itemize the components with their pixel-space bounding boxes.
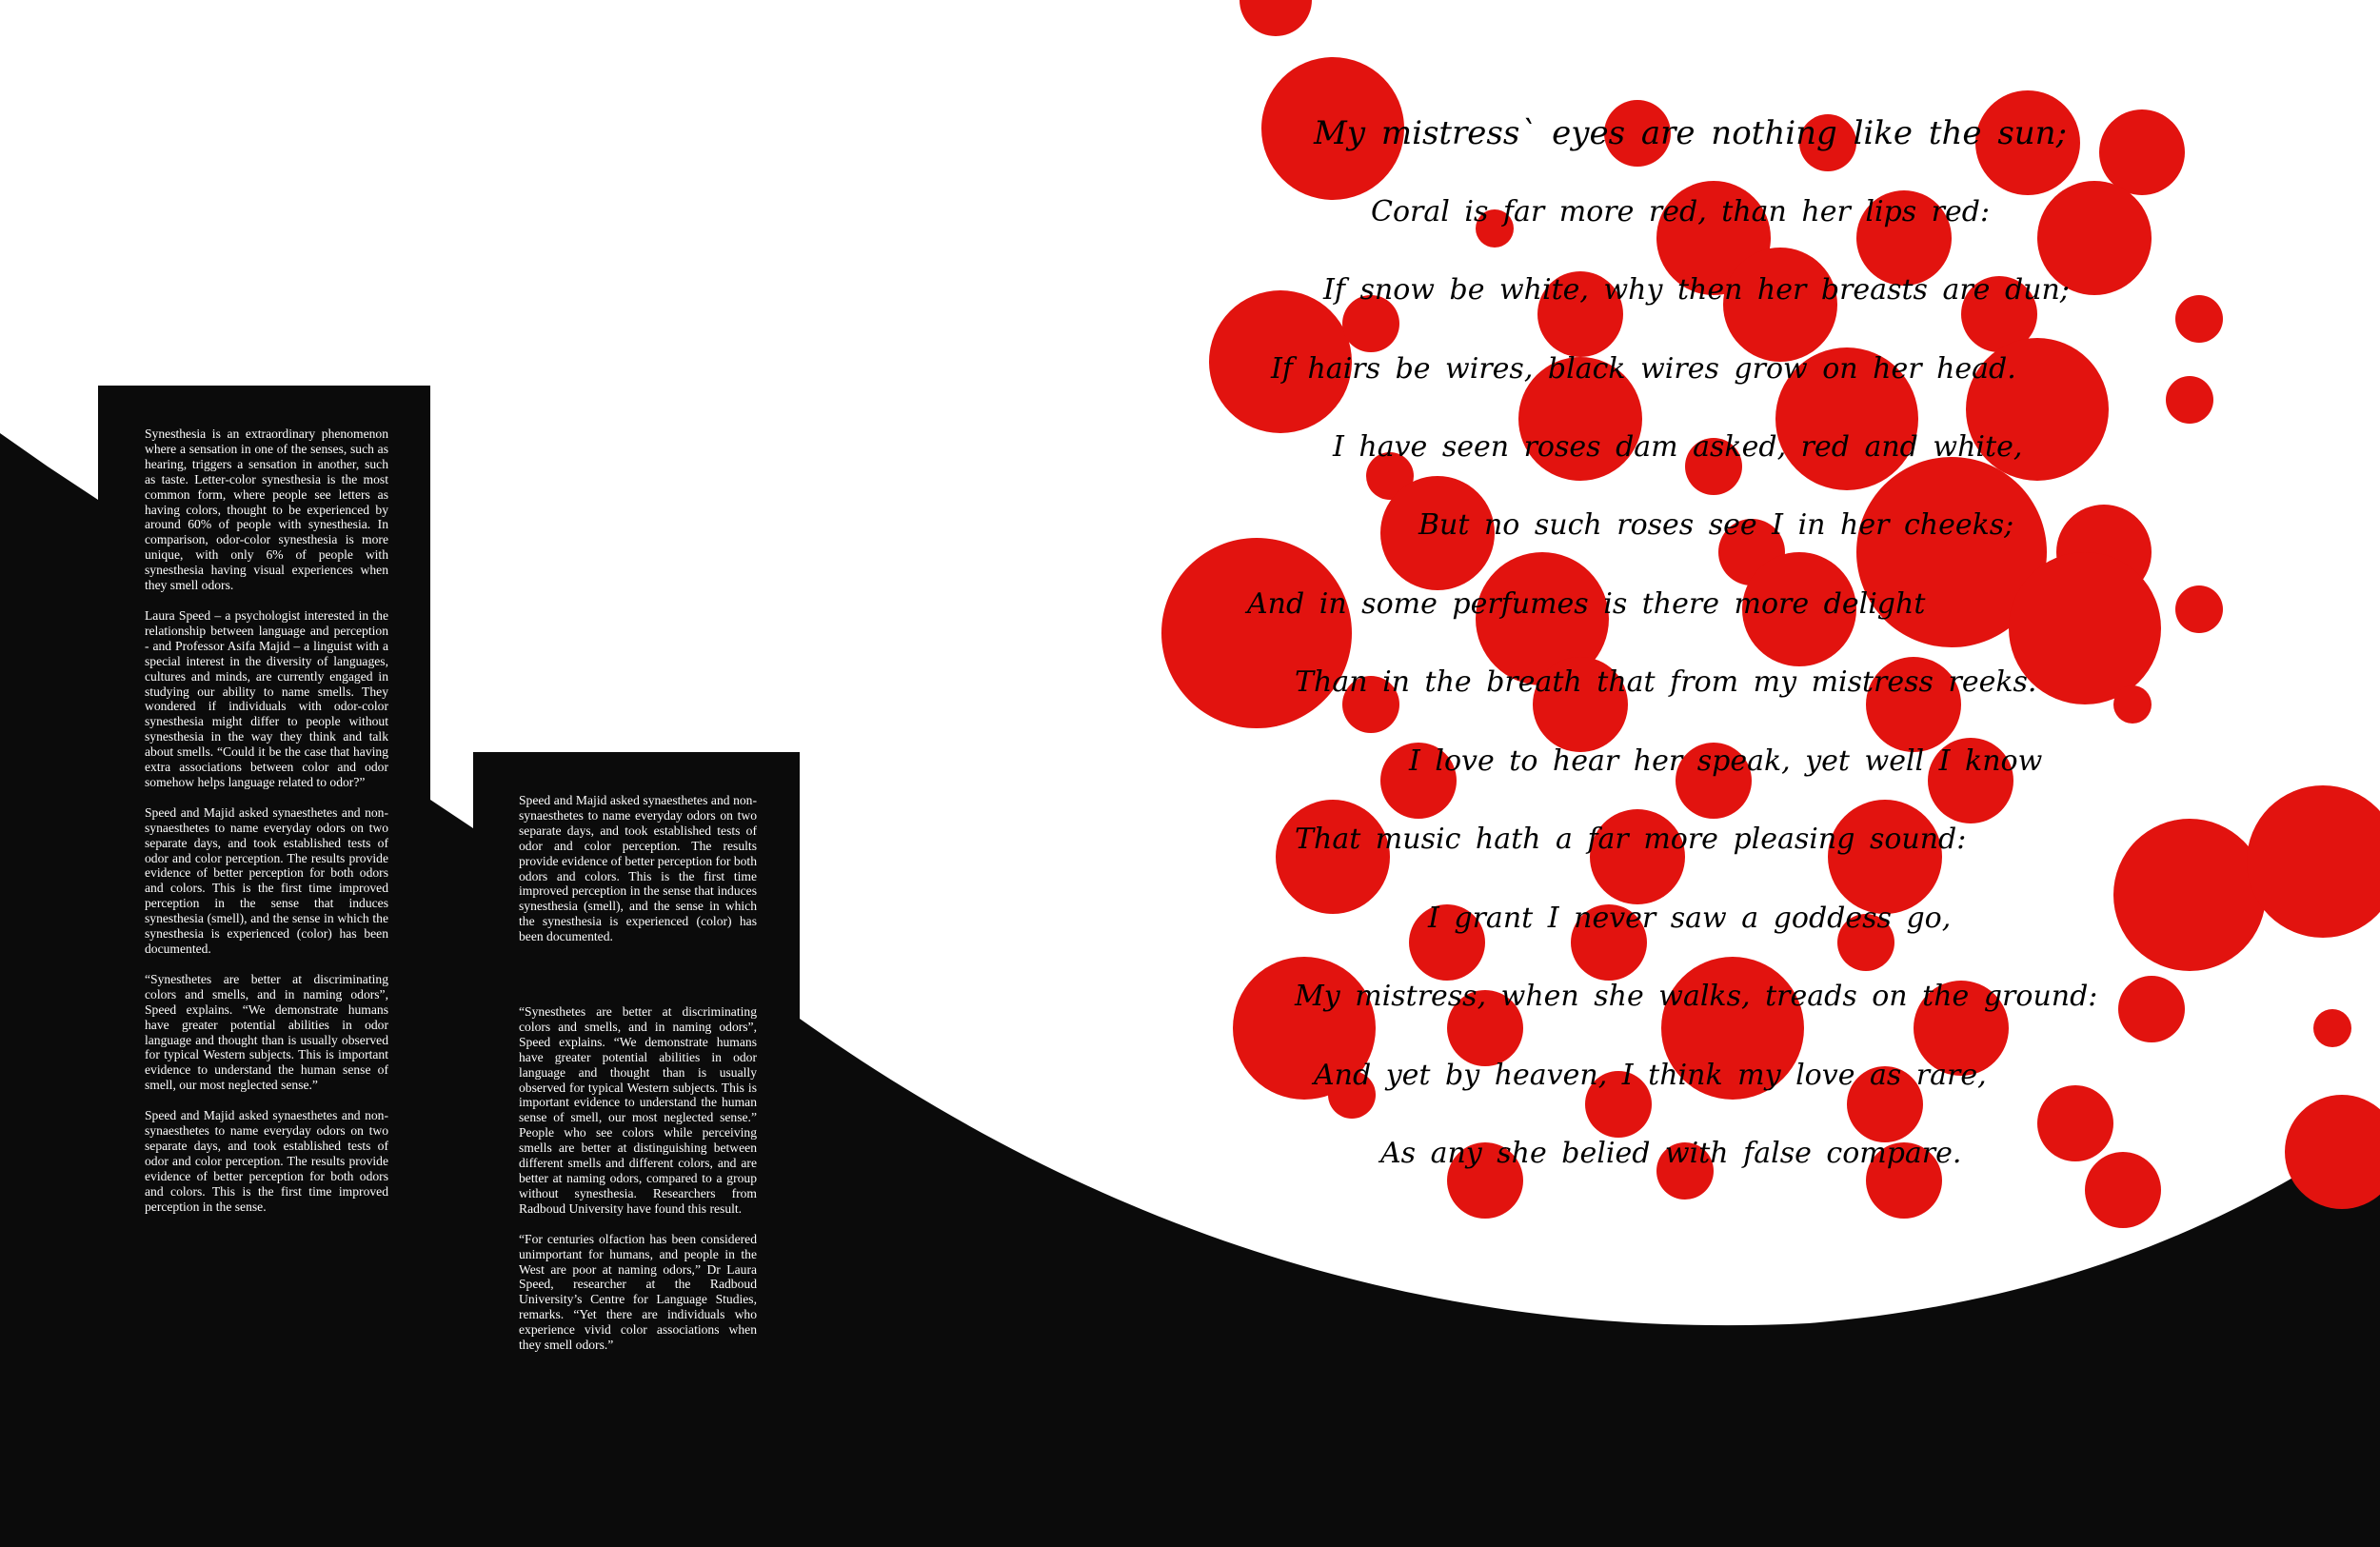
sonnet-poem bbox=[1200, 95, 2380, 1219]
article-paragraph: Laura Speed – a psychologist interested in the relationship between language and perception - and Professor Asifa Majid – a linguist with a special interest in the diversity of languages, cultures and minds, are currently engaged in studying our ability to name smells. They wondered if individuals with odor-color synesthesia might differ to people without synesthesia in the way they think and talk about smells. “Could it be the case that having extra associations between color and odor somehow helps language related to odor?” bbox=[145, 607, 388, 789]
red-dot bbox=[1240, 0, 1312, 36]
poem-line: But no such roses see I in her cheeks; bbox=[1418, 508, 2014, 542]
article-paragraph: Speed and Majid asked synaesthetes and non-synaesthetes to name everyday odors on two separate days, and took established tests of odor and color perception. The results provide evidence of better perception for both odors and colors. This is the first time improved perception in the sense that induces synesthesia (smell), and the sense in which the synesthesia is experienced (color) has been documented. bbox=[519, 793, 757, 944]
poem-line: And yet by heaven, I think my love as rare, bbox=[1314, 1059, 1987, 1092]
poem-line: And in some perfumes is there more delight bbox=[1247, 587, 1926, 621]
article-paragraph: “For centuries olfaction has been considered unimportant for humans, and people in the West are poor at naming odors,” Dr Laura Speed, researcher at the Radboud University’s Centre for Language Studies, remarks. “Yet there are individuals who experience vivid color associations when they smell odors.” bbox=[519, 1231, 757, 1353]
poem-line: As any she belied with false compare. bbox=[1380, 1137, 1962, 1170]
poem-line: If hairs be wires, black wires grow on her head. bbox=[1271, 352, 2016, 386]
poem-line: I grant I never saw a goddess go, bbox=[1428, 902, 1952, 935]
poem-line: Coral is far more red, than her lips red: bbox=[1371, 195, 1991, 228]
poem-line: My mistress` eyes are nothing like the sun; bbox=[1314, 114, 2068, 152]
article-paragraph: Speed and Majid asked synaesthetes and non-synaesthetes to name everyday odors on two separate days, and took established tests of odor and color perception. The results provide evidence of better perception for both odors and colors. This is the first time improved perception in the sense that induces synesthesia (smell), and the sense in which the synesthesia is experienced (color) has been documented. bbox=[145, 804, 388, 956]
poem-line: My mistress, when she walks, treads on the ground: bbox=[1295, 980, 2098, 1013]
article-paragraph: Speed and Majid asked synaesthetes and non-synaesthetes to name everyday odors on two separate days, and took established tests of odor and color perception. The results provide evidence of better perception for both odors and colors. This is the first time improved perception in the sense. bbox=[145, 1108, 388, 1214]
poem-line: If snow be white, why then her breasts are dun; bbox=[1323, 273, 2070, 307]
article-paragraph: Synesthesia is an extraordinary phenomenon where a sensation in one of the senses, such as hearing, triggers a sensation in another, such as taste. Letter-color synesthesia is the most common form, where people see letters as having colors, thought to be experienced by around 60% of people with synesthesia. In comparison, odor-color synesthesia is more unique, with only 6% of people with synesthesia having visual experiences when they smell odors. bbox=[145, 426, 388, 593]
article-column-1 bbox=[145, 426, 388, 1230]
article-column-2 bbox=[519, 793, 757, 960]
poem-line: That music hath a far more pleasing sound: bbox=[1295, 823, 1967, 856]
article-paragraph: “Synesthetes are better at discriminating colors and smells, and in naming odors”, Speed explains. “We demonstrate humans have greater potential abilities in odor language and thought than is usually observed for typical Western subjects. This is important evidence to understand the human sense of smell, our most neglected sense.” People who see colors while perceiving smells are better at distinguishing between different smells and different colors, and are better at naming odors, compared to a group without synesthesia. Researchers from Radboud University have found this result. bbox=[519, 1004, 757, 1216]
poem-line: Than in the breath that from my mistress reeks. bbox=[1295, 665, 2037, 699]
poem-line: I love to hear her speak, yet well I know bbox=[1409, 744, 2043, 778]
article-column-3 bbox=[519, 1004, 757, 1368]
article-paragraph: “Synesthetes are better at discriminating colors and smells, and in naming odors”, Speed explains. “We demonstrate humans have greater potential abilities in odor language and thought than is usually observed for typical Western subjects. This is important evidence to understand the human sense of smell, our most neglected sense.” bbox=[145, 971, 388, 1093]
poem-line: I have seen roses dam asked, red and white, bbox=[1333, 430, 2023, 464]
